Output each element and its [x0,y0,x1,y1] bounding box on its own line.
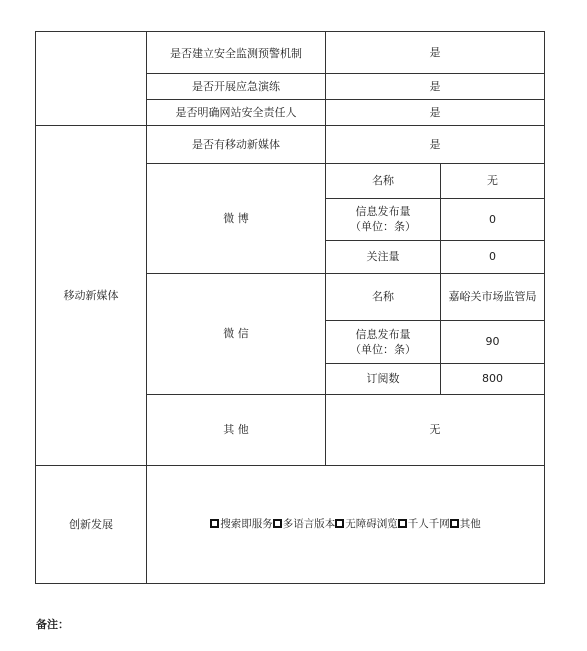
row-label-drill: 是否开展应急演练 [192,79,280,93]
option-search-service[interactable]: 搜索即服务 [210,517,273,532]
weibo-name-value: 无 [487,174,498,187]
row-value-responsible: 是 [429,105,441,119]
checkbox-icon [398,519,407,528]
row-value-monitoring: 是 [429,45,441,59]
weibo-count-label: 信息发布量 （单位：条） [350,205,416,233]
option-accessibility[interactable]: 无障碍浏览 [335,517,398,532]
remark-label: 备注： [36,618,69,631]
wechat-sub-label: 订阅数 [366,372,400,385]
wechat-count-value: 90 [485,335,500,348]
checkbox-icon [335,519,344,528]
row-value-drill: 是 [429,79,441,93]
row-label-monitoring: 是否建立安全监测预警机制 [170,46,302,60]
has-new-media-label: 是否有移动新媒体 [192,137,280,151]
innovation-options [147,465,544,583]
option-multilingual[interactable]: 多语言版本 [273,517,336,532]
checkbox-icon [450,519,459,528]
has-new-media-value: 是 [429,137,441,151]
weibo-follow-value: 0 [489,250,496,263]
wechat-name-label: 名称 [372,290,394,303]
weibo-label: 微 博 [223,211,249,225]
wechat-name-value: 嘉峪关市场监管局 [448,290,537,303]
wechat-count-label: 信息发布量 （单位：条） [350,327,416,356]
section-label-new-media: 移动新媒体 [63,288,119,302]
weibo-count-value: 0 [489,212,496,226]
table-line [544,31,545,584]
weibo-follow-label: 关注量 [366,250,400,263]
option-personalized[interactable]: 千人千网 [398,517,450,532]
weibo-name-label: 名称 [372,174,394,187]
other-value: 无 [429,423,441,436]
wechat-label: 微 信 [223,327,249,340]
checkbox-icon [210,519,219,528]
wechat-sub-value: 800 [482,372,503,385]
innovation-label: 创新发展 [69,517,113,531]
checkbox-icon [273,519,282,528]
row-label-responsible: 是否明确网站安全责任人 [175,105,297,119]
other-label: 其 他 [223,423,249,436]
table-line [35,583,545,584]
option-other[interactable]: 其他 [450,517,481,532]
